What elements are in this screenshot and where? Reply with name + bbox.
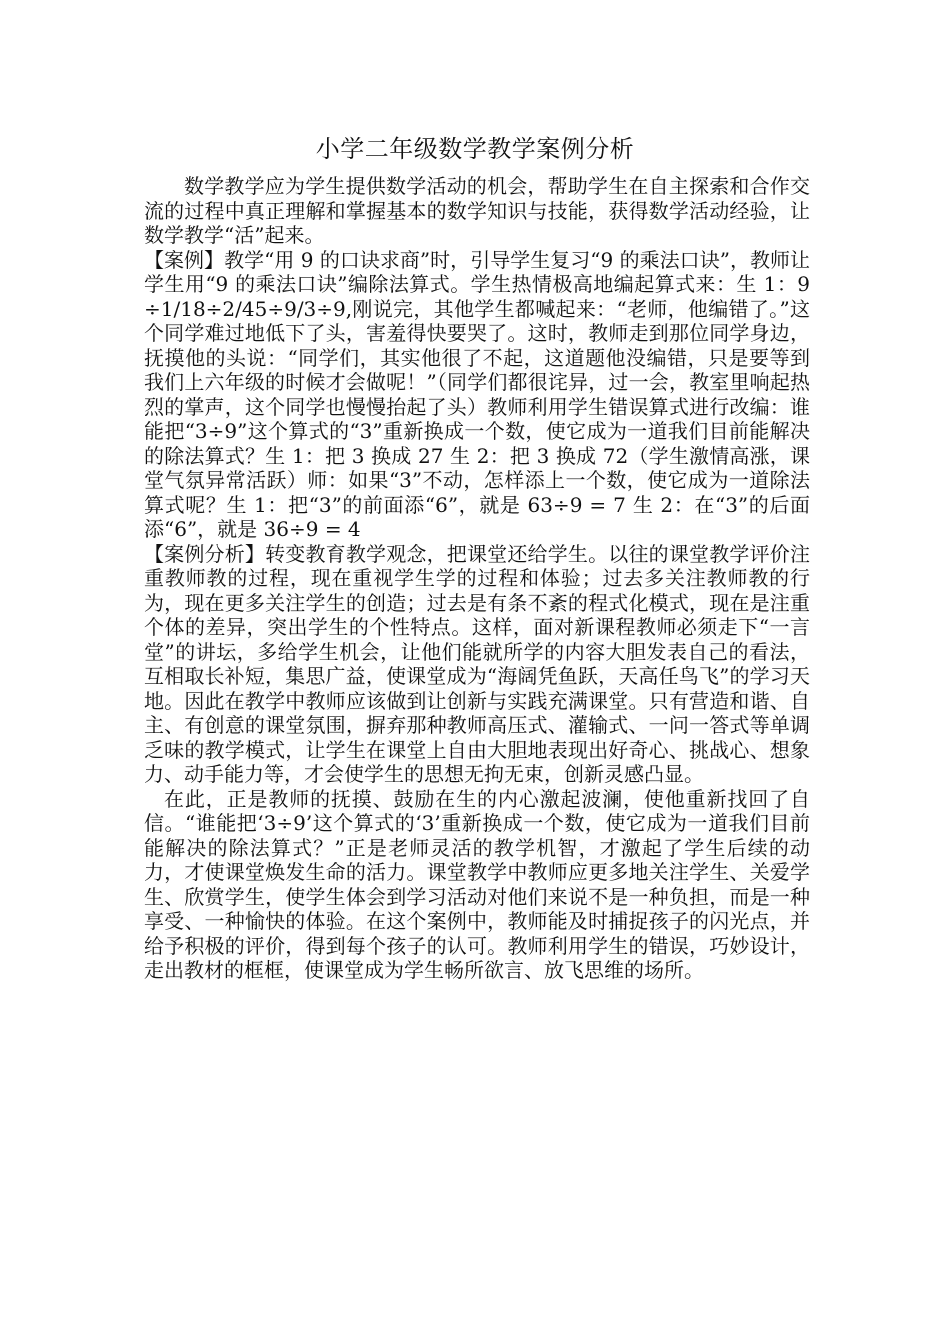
case-paragraph: 【案例】教学“用 9 的口诀求商”时，引导学生复习“9 的乘法口诀”，教师让学生用“9 的乘法口诀”编除法算式。学生热情极高地编起算式来：生 1：9÷1/18÷2/45÷9/3÷9,刚说完，其他学生都喊起来：“老师，他编错了。”这个同学难过地低下了头，害羞得快要哭了。这时，教师走到那位同学身边，抚摸他的头说：“同学们，其实他很了不起，这道题他没编错，只是要等到我们上六年级的时候才会做呢！”（同学们都很诧异，过一会，教室里响起热烈的掌声，这个同学也慢慢抬起了头）教师利用学生错误算式进行改编：谁能把“3÷9”这个算式的“3”重新换成一个数，使它成为一道我们目前能解决的除法算式？生 1：把 3 换成 27 生 2：把 3 换成 72（学生激情高涨，课堂气氛异常活跃）师：如果“3”不动，怎样添上一个数，使它成为一道除法算式呢？生 1：把“3”的前面添“6”，就是 63÷9 = 7 生 2：在“3”的后面添“6”，就是 36÷9 = 4 [144,247,810,541]
conclusion-paragraph: 在此，正是教师的抚摸、鼓励在生的内心激起波澜，使他重新找回了自信。“谁能把‘3÷9’这个算式的‘3’重新换成一个数，使它成为一道我们目前能解决的除法算式？”正是老师灵活的教学机智，才激起了学生后续的动力，才使课堂焕发生命的活力。课堂教学中教师应更多地关注学生、关爱学生、欣赏学生，使学生体会到学习活动对他们来说不是一种负担，而是一种享受、一种愉快的体验。在这个案例中，教师能及时捕捉孩子的闪光点，并给予积极的评价，得到每个孩子的认可。教师利用学生的错误，巧妙设计，走出教材的框框，使课堂成为学生畅所欲言、放飞思维的场所。 [144,786,810,982]
intro-paragraph: 数学教学应为学生提供数学活动的机会，帮助学生在自主探索和合作交流的过程中真正理解和掌握基本的数学知识与技能，获得数学活动经验，让数学教学“活”起来。 [144,174,810,247]
document-body [144,174,810,983]
case-analysis-paragraph: 【案例分析】转变教育教学观念，把课堂还给学生。以往的课堂教学评价注重教师教的过程，现在重视学生学的过程和体验；过去多关注教师教的行为，现在更多关注学生的创造；过去是有条不紊的程式化模式，现在是注重个体的差异，突出学生的个性特点。这样，面对新课程教师必须走下“一言堂”的讲坛，多给学生机会，让他们能就所学的内容大胆发表自己的看法，互相取长补短，集思广益，使课堂成为“海阔凭鱼跃，天高任鸟飞”的学习天地。因此在教学中教师应该做到让创新与实践充满课堂。只有营造和谐、自主、有创意的课堂氛围，摒弃那种教师高压式、灌输式、一问一答式等单调乏味的教学模式，让学生在课堂上自由大胆地表现出好奇心、挑战心、想象力、动手能力等，才会使学生的思想无拘无束，创新灵感凸显。 [144,541,810,786]
document-title: 小学二年级数学教学案例分析 [315,135,635,163]
